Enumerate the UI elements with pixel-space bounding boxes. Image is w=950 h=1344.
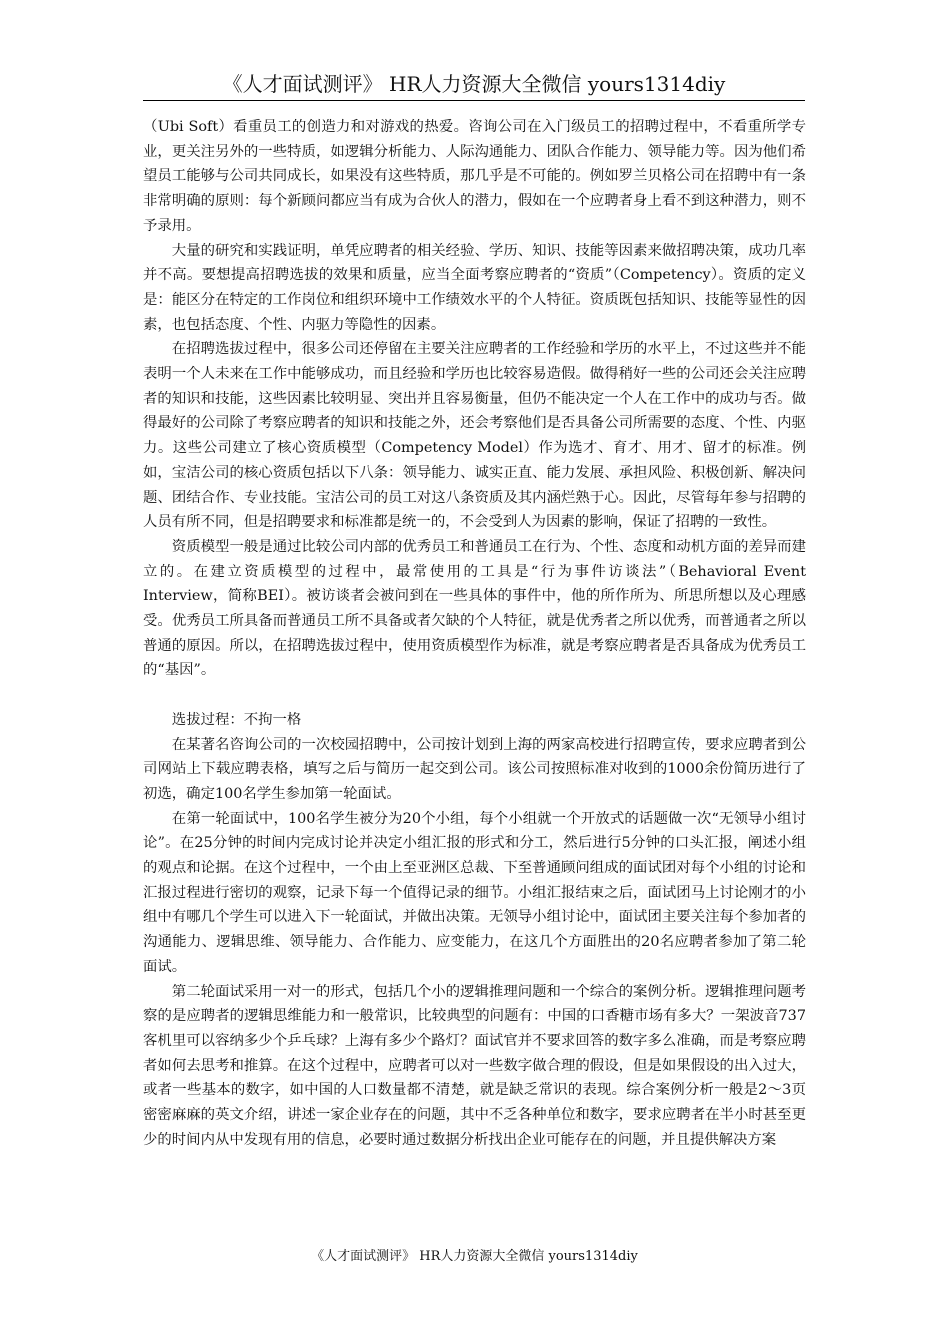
header-title: 《人才面试测评》 HR人力资源大全微信 yours1314diy [222,72,726,96]
paragraph-campus-recruiting: 在某著名咨询公司的一次校园招聘中，公司按计划到上海的两家高校进行招聘宣传，要求应聘者到公司网站上下载应聘表格，填写之后与简历一起交到公司。该公司按照标准对收到的1000余份简历进行了初选，确定100名学生参加第一轮面试。 [143,736,806,802]
page-header [143,70,805,101]
paragraph-ubisoft-continued: （Ubi Soft）看重员工的创造力和对游戏的热爱。咨询公司在入门级员工的招聘过程中，不看重所学专业，更关注另外的一些特质，如逻辑分析能力、人际沟通能力、团队合作能力、领导能力等。因为他们希望员工能够与公司共同成长，如果没有这些特质，那几乎是不可能的。例如罗兰贝格公司在招聘中有一条非常明确的原则：每个新顾问都应当有成为合伙人的潜力，假如在一个应聘者身上看不到这种潜力，则不予录用。 [143,119,806,234]
blank-line [143,683,806,708]
document-body [143,115,806,1153]
paragraph-second-round: 第二轮面试采用一对一的形式，包括几个小的逻辑推理问题和一个综合的案例分析。逻辑推理问题考察的是应聘者的逻辑思维能力和一般常识，比较典型的问题有：中国的口香糖市场有多大？一架波音737客机里可以容纳多少个乒乓球？上海有多少个路灯？面试官并不要求回答的数字多么准确，而是考察应聘者如何去思考和推算。在这个过程中，应聘者可以对一些数字做合理的假设，但是如果假设的出入过大，或者一些基本的数字，如中国的人口数量都不清楚，就是缺乏常识的表现。综合案例分析一般是2～3页密密麻麻的英文介绍，讲述一家企业存在的问题，其中不乏各种单位和数字，要求应聘者在半小时甚至更少的时间内从中发现有用的信息，必要时通过数据分析找出企业可能存在的问题，并且提供解决方案 [143,983,806,1148]
footer-text: 《人才面试测评》 HR人力资源大全微信 yours1314diy [311,1249,638,1264]
page-footer [143,1247,806,1267]
paragraph-bei: 资质模型一般是通过比较公司内部的优秀员工和普通员工在行为、个性、态度和动机方面的差异而建立的。在建立资质模型的过程中，最常使用的工具是“行为事件访谈法”（Behavioral Event Interview，简称BEI）。被访谈者会被问到在一些具体的事件中，他的所作所为、所思所想以及心理感受。优秀员工所具备而普通员工所不具备或者欠缺的个人特征，就是优秀者之所以优秀，而普通者之所以普通的原因。所以，在招聘选拔过程中，使用资质模型作为标准，就是考察应聘者是否具备成为优秀员工的“基因”。 [143,538,806,679]
section-heading-selection-process: 选拔过程：不拘一格 [171,711,302,728]
paragraph-first-round: 在第一轮面试中，100名学生被分为20个小组，每个小组就一个开放式的话题做一次“无领导小组讨论”。在25分钟的时间内完成讨论并决定小组汇报的形式和分工，然后进行5分钟的口头汇报，阐述小组的观点和论据。在这个过程中，一个由上至亚洲区总裁、下至普通顾问组成的面试团对每个小组的讨论和汇报过程进行密切的观察，记录下每一个值得记录的细节。小组汇报结束之后，面试团马上讨论刚才的小组中有哪几个学生可以进入下一轮面试，并做出决策。无领导小组讨论中，面试团主要关注每个参加者的沟通能力、逻辑思维、领导能力、合作能力、应变能力，在这几个方面胜出的20名应聘者参加了第二轮面试。 [143,810,806,975]
paragraph-competency-model: 在招聘选拔过程中，很多公司还停留在主要关注应聘者的工作经验和学历的水平上，不过这些并不能表明一个人未来在工作中能够成功，而且经验和学历也比较容易造假。做得稍好一些的公司还会关注应聘者的知识和技能，这些因素比较明显、突出并且容易衡量，但仍不能决定一个人在工作中的成功与否。做得最好的公司除了考察应聘者的知识和技能之外，还会考察他们是否具备公司所需要的态度、个性、内驱力。这些公司建立了核心资质模型（Competency Model）作为选才、育才、用才、留才的标准。例如，宝洁公司的核心资质包括以下八条：领导能力、诚实正直、能力发展、承担风险、积极创新、解决问题、团结合作、专业技能。宝洁公司的员工对这八条资质及其内涵烂熟于心。因此，尽管每年参与招聘的人员有所不同，但是招聘要求和标准都是统一的，不会受到人为因素的影响，保证了招聘的一致性。 [143,341,806,531]
paragraph-competency-definition: 大量的研究和实践证明，单凭应聘者的相关经验、学历、知识、技能等因素来做招聘决策，成功几率并不高。要想提高招聘选拔的效果和质量，应当全面考察应聘者的“资质”（Competency）。资质的定义是：能区分在特定的工作岗位和组织环境中工作绩效水平的个人特征。资质既包括知识、技能等显性的因素，也包括态度、个性、内驱力等隐性的因素。 [143,242,806,333]
